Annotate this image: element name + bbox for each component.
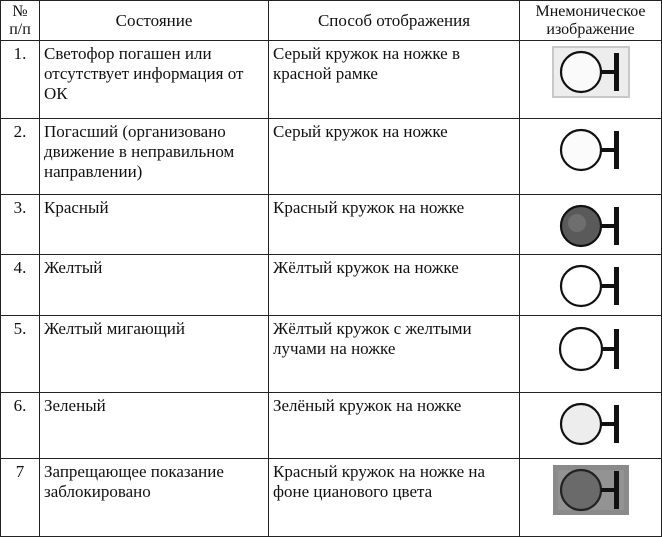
row-method: Серый кружок на ножке (269, 119, 520, 195)
header-number (1, 1, 40, 41)
red-circle-cyan-background-icon (550, 462, 632, 518)
row-state: Красный (40, 195, 269, 255)
row-method: Зелёный кружок на ножке (269, 393, 520, 459)
table-row (1, 393, 662, 459)
header-method: Способ отображения (269, 1, 520, 41)
row-number: 3. (1, 195, 40, 255)
row-number: 4. (1, 255, 40, 316)
row-method: Жёлтый кружок с желтыми лучами на ножке (269, 316, 520, 393)
row-icon-cell (520, 393, 662, 459)
green-circle-icon (550, 396, 632, 452)
table-row (1, 255, 662, 316)
red-circle-icon (550, 198, 632, 254)
yellow-blinking-circle-icon (550, 319, 632, 379)
row-number: 1. (1, 41, 40, 119)
gray-circle-icon (550, 122, 632, 178)
row-method: Жёлтый кружок на ножке (269, 255, 520, 316)
row-icon-cell (520, 195, 662, 255)
row-state: Желтый мигающий (40, 316, 269, 393)
table-row (1, 195, 662, 255)
row-number: 6. (1, 393, 40, 459)
row-number: 7 (1, 459, 40, 537)
row-icon-cell (520, 316, 662, 393)
header-icon-line2: изображение (546, 20, 635, 38)
row-number: 2. (1, 119, 40, 195)
header-icon-line1: Мнемоническое (535, 2, 646, 20)
row-state: Погасший (организовано движение в неправильном направлении) (40, 119, 269, 195)
row-state: Запрещающее показание заблокировано (40, 459, 269, 537)
row-state: Желтый (40, 255, 269, 316)
row-icon-cell (520, 459, 662, 537)
header-number-line1: № (12, 2, 28, 20)
table-header-row (1, 1, 662, 41)
row-number: 5. (1, 316, 40, 393)
header-state: Состояние (40, 1, 269, 41)
row-icon-cell (520, 41, 662, 119)
table-row (1, 41, 662, 119)
header-number-line2: п/п (9, 20, 31, 38)
header-icon (520, 1, 662, 41)
gray-circle-red-frame-icon (550, 44, 632, 100)
table-row (1, 119, 662, 195)
table-row (1, 316, 662, 393)
row-state: Светофор погашен или отсутствует информация от ОК (40, 41, 269, 119)
yellow-circle-icon (550, 258, 632, 314)
row-method: Красный кружок на ножке на фоне цианового цвета (269, 459, 520, 537)
row-icon-cell (520, 255, 662, 316)
row-method: Красный кружок на ножке (269, 195, 520, 255)
row-icon-cell (520, 119, 662, 195)
row-method: Серый кружок на ножке в красной рамке (269, 41, 520, 119)
table-row (1, 459, 662, 537)
row-state: Зеленый (40, 393, 269, 459)
